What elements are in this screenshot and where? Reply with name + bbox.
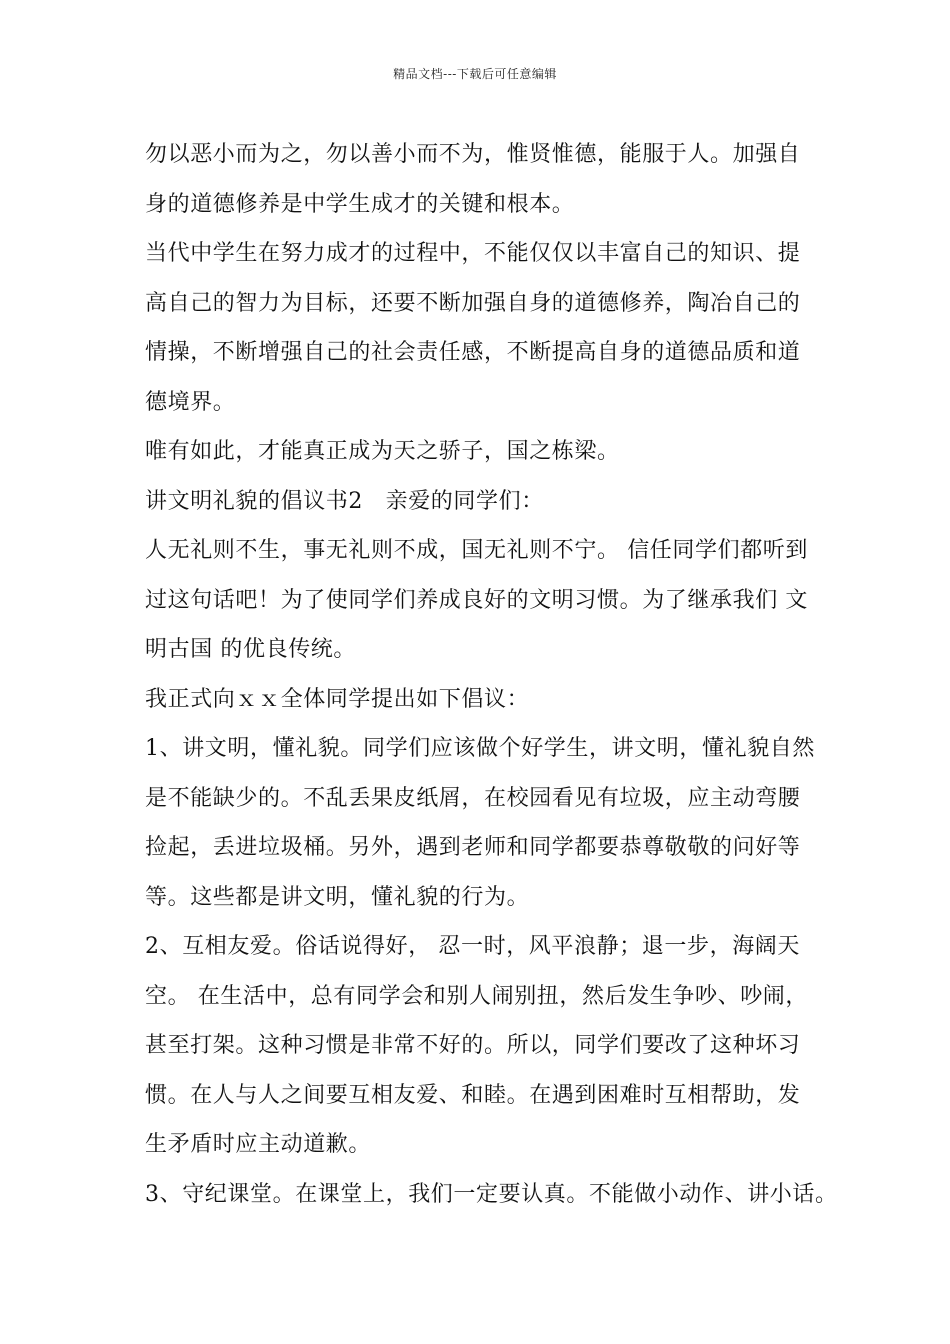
list-item-line: 等。这些都是讲文明，懂礼貌的行为。 bbox=[145, 884, 530, 910]
list-item-line: 生矛盾时应主动道歉。 bbox=[145, 1132, 372, 1157]
text-line: 当代中学生在努力成才的过程中，不能仅仅以丰富自己的知识、提 bbox=[145, 241, 801, 266]
list-item-line: 是不能缺少的。不乱丢果皮纸屑，在校园看见有垃圾，应主动弯腰 bbox=[145, 785, 801, 811]
text-line: 身的道德修养是中学生成才的关键和根本。 bbox=[145, 191, 575, 217]
text-line: 唯有如此，才能真正成为天之骄子，国之栋梁。 bbox=[145, 439, 620, 464]
text-line: 高自己的智力为目标，还要不断加强自身的道德修养，陶冶自己的 bbox=[145, 290, 801, 316]
list-item-line: 捡起，丢进垃圾桶。另外，遇到老师和同学都要恭尊敬敬的问好等 bbox=[145, 835, 801, 860]
list-item-line: 1、讲文明，懂礼貌。同学们应该做个好学生，讲文明，懂礼貌自然 bbox=[145, 736, 815, 761]
text-line: 情操，不断增强自己的社会责任感，不断提高自身的道德品质和道 bbox=[145, 340, 801, 365]
page-header: 精品文档---下载后可任意编辑 bbox=[393, 67, 557, 81]
document-body bbox=[145, 130, 838, 1219]
list-item-line: 甚至打架。这种习惯是非常不好的。所以，同学们要改了这种坏习 bbox=[145, 1033, 801, 1058]
text-line: 德境界。 bbox=[145, 389, 236, 415]
list-item-line: 2、互相友爱。俗话说得好， 忍一时，风平浪静；退一步，海阔天 bbox=[145, 934, 800, 959]
text-line: 勿以恶小而为之，勿以善小而不为，惟贤惟德，能服于人。加强自 bbox=[145, 142, 801, 167]
section-title: 讲文明礼貌的倡议书2 亲爱的同学们： bbox=[145, 488, 544, 514]
text-line: 过这句话吧！为了使同学们养成良好的文明习惯。为了继承我们 文 bbox=[145, 587, 808, 613]
text-line: 人无礼则不生，事无礼则不成，国无礼则不宁。 信任同学们都听到 bbox=[145, 538, 808, 563]
text-line: 我正式向ｘｘ全体同学提出如下倡议： bbox=[145, 686, 530, 712]
list-item-line: 惯。在人与人之间要互相友爱、和睦。在遇到困难时互相帮助，发 bbox=[145, 1082, 801, 1108]
list-item-line: 3、守纪课堂。在课堂上，我们一定要认真。不能做小动作、讲小话。 bbox=[145, 1181, 838, 1207]
list-item-line: 空。 在生活中，总有同学会和别人闹别扭，然后发生争吵、吵闹， bbox=[145, 983, 808, 1009]
text-line: 明古国 的优良传统。 bbox=[145, 637, 356, 662]
